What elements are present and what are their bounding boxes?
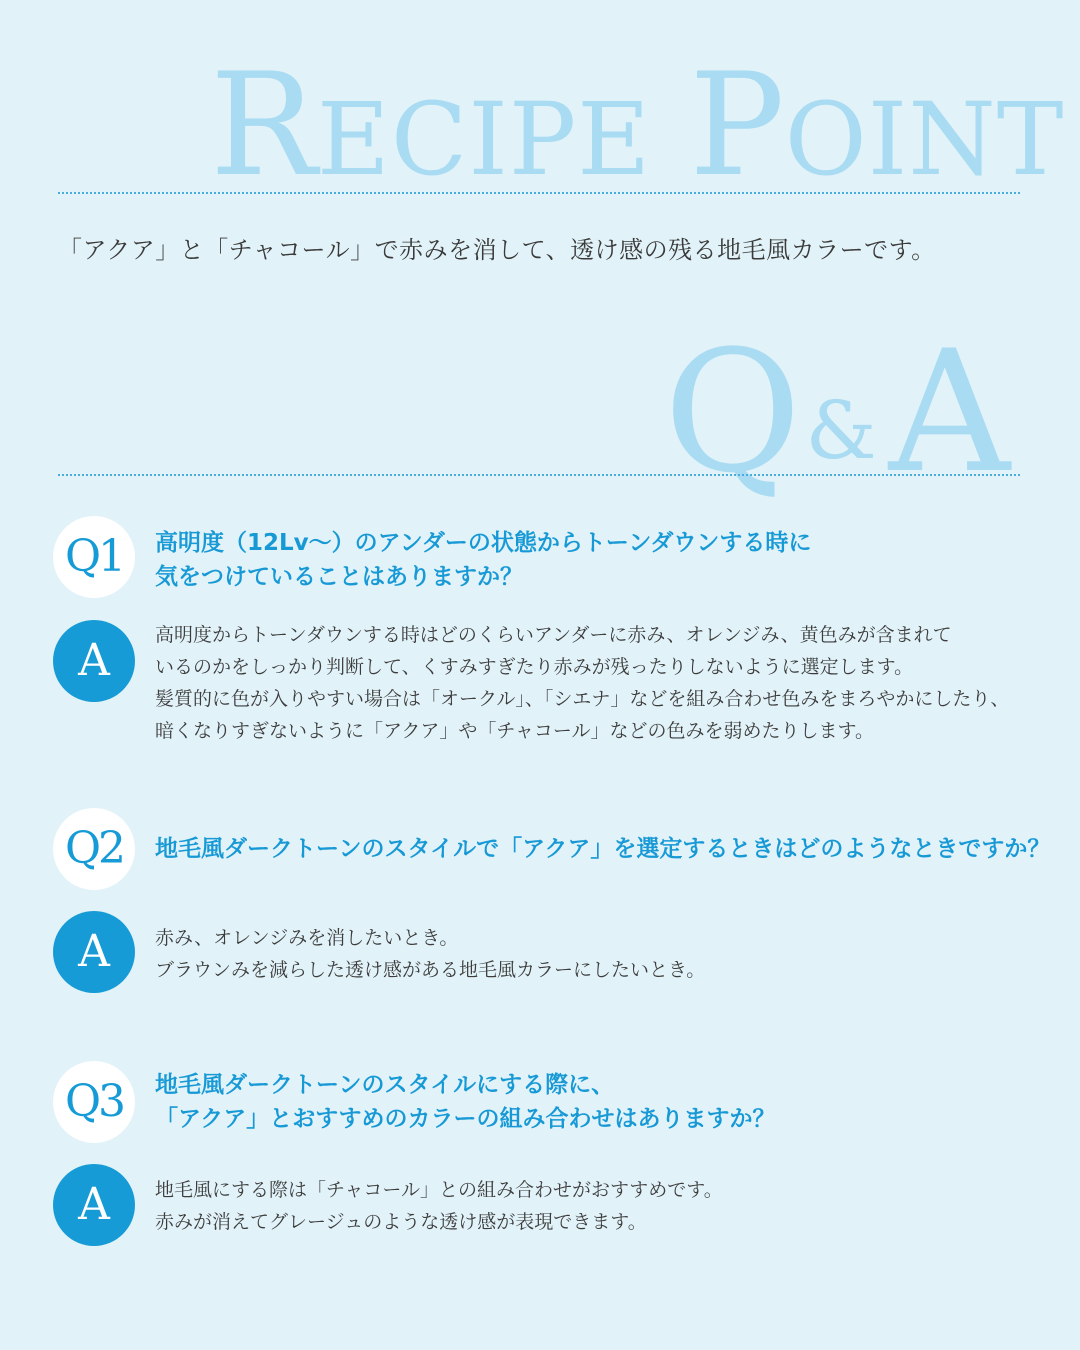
a2-badge: A (53, 911, 135, 993)
dotted-divider-top (58, 192, 1020, 194)
q1-badge: Q1 (53, 516, 135, 598)
recipe-word: RECIPE (210, 43, 652, 208)
q2-question: 地毛風ダークトーンのスタイルで「アクア」を選定するときはどのようなときですか？ (155, 836, 1051, 862)
a3-badge: A (53, 1164, 135, 1246)
a1-answer: 高明度からトーンダウンする時はどのくらいアンダーに赤み、オレンジみ、黄色みが含まれて いるのかをしっかり判断して、くすみすぎたり赤みが残ったりしないように選定します。 髪質的に色が入りやすい場合は「オークル」、「シエナ」などを組み合わせ色みをまろやかにしたり、 暗くなりすぎないように「アクア」や「チャコール」などの色みを弱めたりします。 (155, 624, 1010, 742)
recipe-point-heading (210, 43, 1080, 208)
a3-answer: 地毛風にする際は「チャコール」との組み合わせがおすすめです。 赤みが消えてグレージュのような透け感が表現できます。 (155, 1179, 723, 1233)
dotted-divider-qa (58, 474, 1020, 476)
q3-badge: Q3 (53, 1061, 135, 1143)
q2-badge: Q2 (53, 808, 135, 890)
q1-question: 高明度（12Lv〜）のアンダーの状態からトーンダウンする時に 気をつけていることはありますか？ (155, 530, 812, 590)
a2-answer: 赤み、オレンジみを消したいとき。 ブラウンみを減らした透け感がある地毛風カラーにしたいとき。 (155, 927, 706, 981)
intro-text: 「アクア」と「チャコール」で赤みを消して、透け感の残る地毛風カラーです。 (58, 236, 936, 264)
point-word: POINT (689, 43, 1065, 208)
q3-question: 地毛風ダークトーンのスタイルにする際に、 「アクア」とおすすめのカラーの組み合わせはありますか？ (155, 1072, 776, 1132)
a1-badge: A (53, 620, 135, 702)
qa-heading: Q&A (663, 314, 1010, 510)
